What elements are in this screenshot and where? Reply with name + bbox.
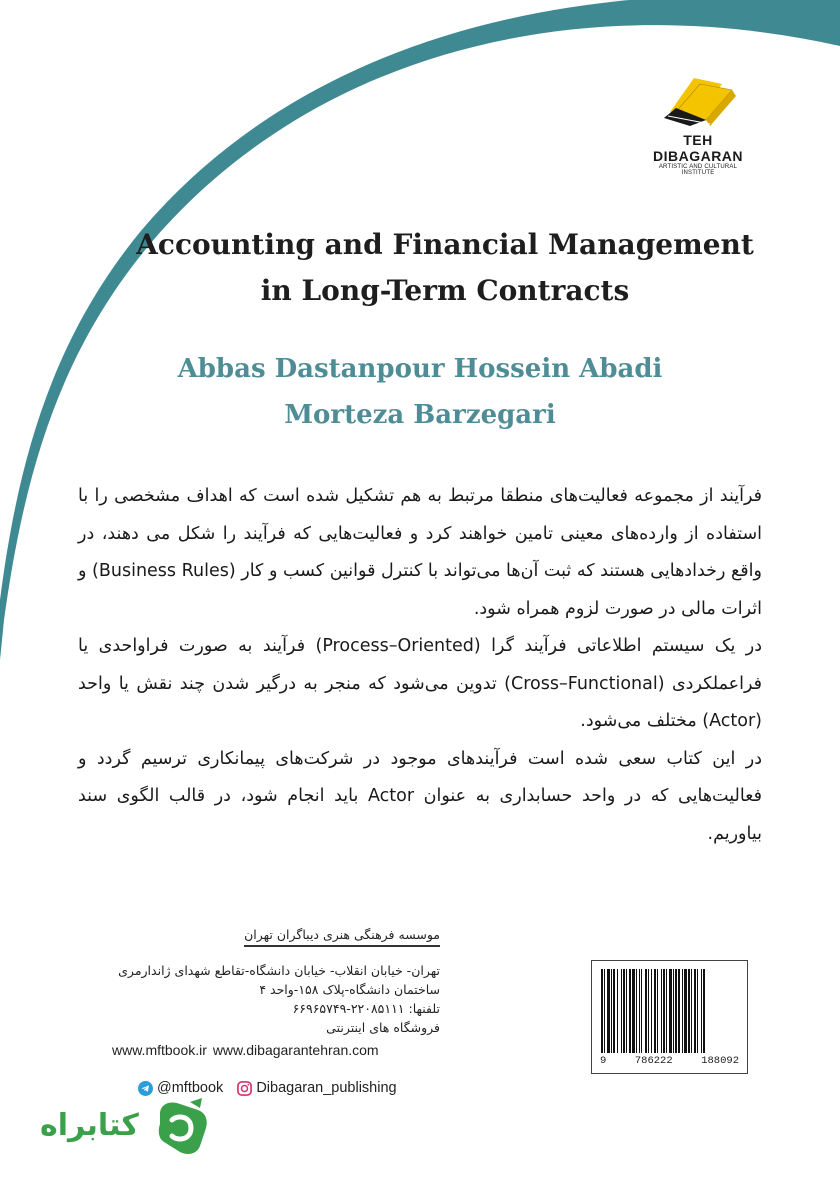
telegram-handle: @mftbook xyxy=(157,1080,224,1096)
website-mftbook[interactable]: www.mftbook.ir xyxy=(112,1042,207,1058)
instagram-icon xyxy=(237,1081,252,1096)
barcode-bar xyxy=(601,969,603,1053)
book-title xyxy=(120,222,770,314)
barcode-bar xyxy=(666,969,667,1053)
barcode-bar xyxy=(613,969,615,1053)
website-dibagaran[interactable]: www.dibagarantehran.com xyxy=(212,1042,379,1058)
ketabrah-logo-icon xyxy=(150,1096,212,1158)
barcode-bar xyxy=(654,969,656,1053)
barcode-prefix: 9 xyxy=(600,1055,607,1067)
barcode-bar xyxy=(632,969,635,1053)
barcode-bar xyxy=(663,969,665,1053)
barcode-bar xyxy=(636,969,637,1053)
barcode-bar xyxy=(694,969,696,1053)
publisher-address-2: ساختمان دانشگاه-پلاک ۱۵۸-واحد ۴ xyxy=(259,982,440,997)
barcode-bar xyxy=(626,969,627,1053)
barcode-bar xyxy=(678,969,680,1053)
ketabrah-store-logo xyxy=(40,1096,220,1156)
book-authors xyxy=(120,346,720,438)
publisher-online-shops: فروشگاه های اینترنتی xyxy=(326,1020,440,1035)
telegram-icon xyxy=(138,1081,153,1096)
barcode-bars xyxy=(601,969,738,1053)
barcode-bar xyxy=(607,969,610,1053)
barcode-bar xyxy=(621,969,622,1053)
barcode-bar xyxy=(682,969,683,1053)
author-2: Morteza Barzegari xyxy=(284,400,556,430)
barcode-bar xyxy=(623,969,625,1053)
barcode-bar xyxy=(701,969,702,1053)
instagram-link[interactable] xyxy=(237,1080,396,1096)
barcode-bar xyxy=(691,969,692,1053)
barcode-bar xyxy=(688,969,690,1053)
publisher-name: موسسه فرهنگی هنری دیباگران تهران xyxy=(244,927,440,947)
publisher-logo xyxy=(650,72,746,176)
telegram-link[interactable] xyxy=(138,1080,223,1096)
barcode-bar xyxy=(697,969,698,1053)
barcode-bar xyxy=(639,969,640,1053)
barcode-bar xyxy=(641,969,642,1053)
barcode-bar xyxy=(645,969,647,1053)
barcode-bar xyxy=(673,969,674,1053)
book-description xyxy=(78,478,762,853)
instagram-handle: Dibagaran_publishing xyxy=(256,1080,397,1096)
description-paragraph-2: در یک سیستم اطلاعاتی فرآیند گرا (Process–Oriented) فرآیند به صورت فراواحدی یا فراعملکردی (Cross–Functional) تدوین می‌شود که منجر به درگیر شدن چند نقش یا واحد (Actor) مختلف می‌شود. xyxy=(78,636,763,731)
author-1: Abbas Dastanpour Hossein Abadi xyxy=(177,354,663,384)
barcode-group-2: 188092 xyxy=(701,1055,739,1067)
description-paragraph-1: فرآیند از مجموعه فعالیت‌های منطقا مرتبط به هم تشکیل شده است که اهداف مشخصی را با استفاده از وارده‌های معینی تامین خواهند کرد و فعالیت‌هایی که فرآیند را شکل می دهند، در واقع رخدادهایی هستند که ثبت آن‌ها می‌تواند با کنترل قوانین کسب و کار (Business Rules) و اثرات مالی در صورت لزوم همراه شود. xyxy=(78,486,762,619)
barcode-bar xyxy=(703,969,705,1053)
logo-brand-text: TEH DIBAGARAN xyxy=(652,132,744,164)
barcode-bar xyxy=(684,969,687,1053)
publisher-address-1: تهران- خیابان انقلاب- خیابان دانشگاه-تقاطع شهدای ژاندارمری xyxy=(118,963,440,978)
publisher-phones: تلفنها: ۲۲۰۸۵۱۱۱-۶۶۹۶۵۷۴۹ xyxy=(292,1001,440,1016)
barcode-bar xyxy=(675,969,677,1053)
book-fan-logo-icon xyxy=(650,72,746,130)
barcode-bar xyxy=(617,969,618,1053)
barcode-bar xyxy=(651,969,652,1053)
social-links xyxy=(138,1080,397,1096)
barcode-bar xyxy=(629,969,631,1053)
barcode-bar xyxy=(648,969,649,1053)
barcode-bar xyxy=(611,969,612,1053)
logo-tagline: ARTISTIC AND CULTURAL INSTITUTE xyxy=(658,164,738,176)
barcode-bar xyxy=(669,969,672,1053)
isbn-barcode xyxy=(591,960,748,1074)
publisher-info xyxy=(80,924,440,1037)
ketabrah-logo-text: کتابراه xyxy=(40,1108,139,1143)
barcode-bar xyxy=(661,969,662,1053)
description-paragraph-3: در این کتاب سعی شده است فرآیندهای موجود در شرکت‌های پیمانکاری ترسیم گردد و فعالیت‌هایی که در واحد حسابداری به عنوان Actor باید انجام شود، در قالب الگوی سند بیاوریم. xyxy=(78,748,762,844)
barcode-bar xyxy=(604,969,605,1053)
barcode-bar xyxy=(657,969,658,1053)
title-line-1: Accounting and Financial Management xyxy=(136,228,754,261)
title-line-2: in Long-Term Contracts xyxy=(260,274,630,307)
barcode-group-1: 786222 xyxy=(634,1055,673,1067)
publisher-websites xyxy=(112,1042,379,1058)
